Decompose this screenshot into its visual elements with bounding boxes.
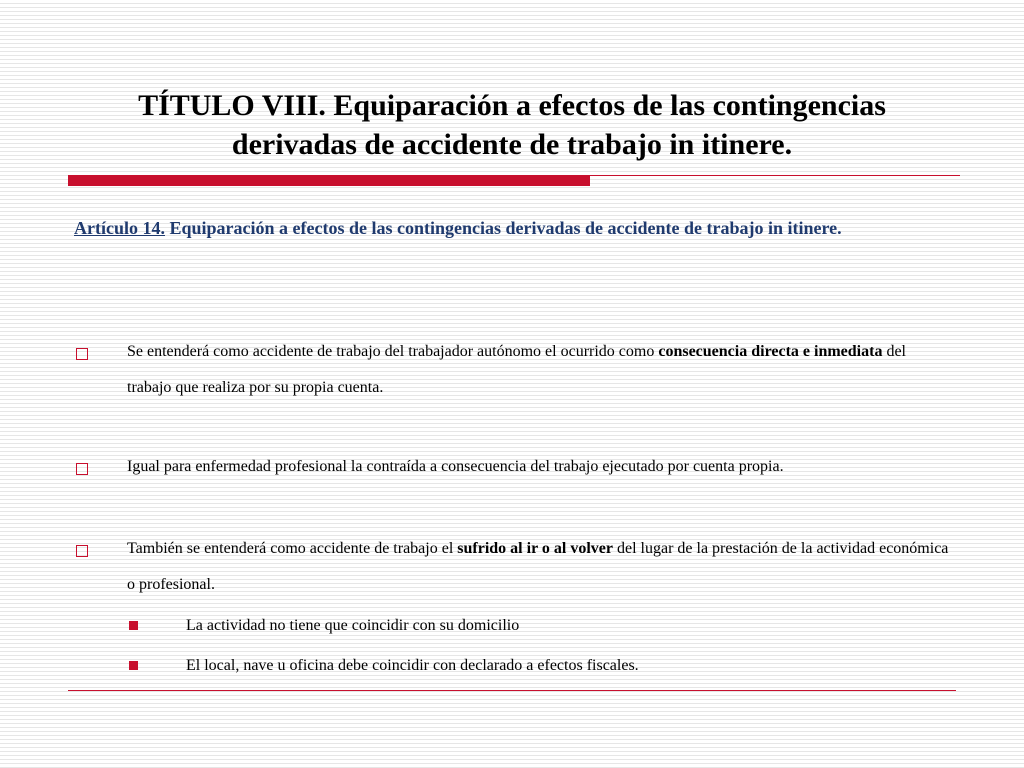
hollow-square-bullet-icon (76, 545, 88, 557)
bullet-item-2 (74, 457, 954, 485)
slide-title-line-2: derivadas de accidente de trabajo in itinere. (231, 128, 793, 161)
bullet-3-bold: sufrido al ir o al volver (457, 540, 613, 557)
filled-square-bullet-icon (129, 621, 138, 630)
bullet-text-3 (127, 531, 954, 603)
sub-bullet-text-2: El local, nave u oficina debe coincidir con declarado a efectos fiscales. (186, 657, 639, 674)
bullet-text-2 (127, 449, 954, 485)
bullet-3-text-b: del lugar de la prestación de la actividad económica o profesional. (127, 540, 949, 593)
bullet-3-text-a: También se entenderá como accidente de trabajo el (127, 540, 458, 557)
sub-bullet-item-1 (128, 616, 948, 636)
article-heading (74, 210, 964, 247)
sub-bullet-item-2 (128, 656, 948, 676)
article-number: Artículo 14. (74, 218, 165, 238)
hollow-square-bullet-icon (76, 348, 88, 360)
bullet-1-text-b: del trabajo que realiza por su propia cuenta. (127, 343, 906, 396)
title-divider-thick (68, 176, 590, 186)
slide-title-line-1: TÍTULO VIII. Equiparación a efectos de las contingencias (138, 89, 886, 122)
bullet-1-bold: consecuencia directa e inmediata (658, 343, 883, 360)
bullet-1-text-a: Se entenderá como accidente de trabajo del trabajador autónomo el ocurrido como (127, 343, 659, 360)
filled-square-bullet-icon (129, 661, 138, 670)
bullet-item-3 (74, 539, 954, 603)
footer-divider (68, 690, 956, 691)
article-heading-text: Equiparación a efectos de las contingencias derivadas de accidente de trabajo in itinere. (164, 218, 842, 238)
bullet-text-1 (127, 334, 954, 406)
hollow-square-bullet-icon (76, 463, 88, 475)
sub-bullet-text-1: La actividad no tiene que coincidir con su domicilio (186, 617, 520, 634)
slide-title (60, 86, 964, 164)
bullet-item-1 (74, 342, 954, 406)
bullet-2-text: Igual para enfermedad profesional la contraída a consecuencia del trabajo ejecutado por cuenta propia. (127, 458, 784, 475)
